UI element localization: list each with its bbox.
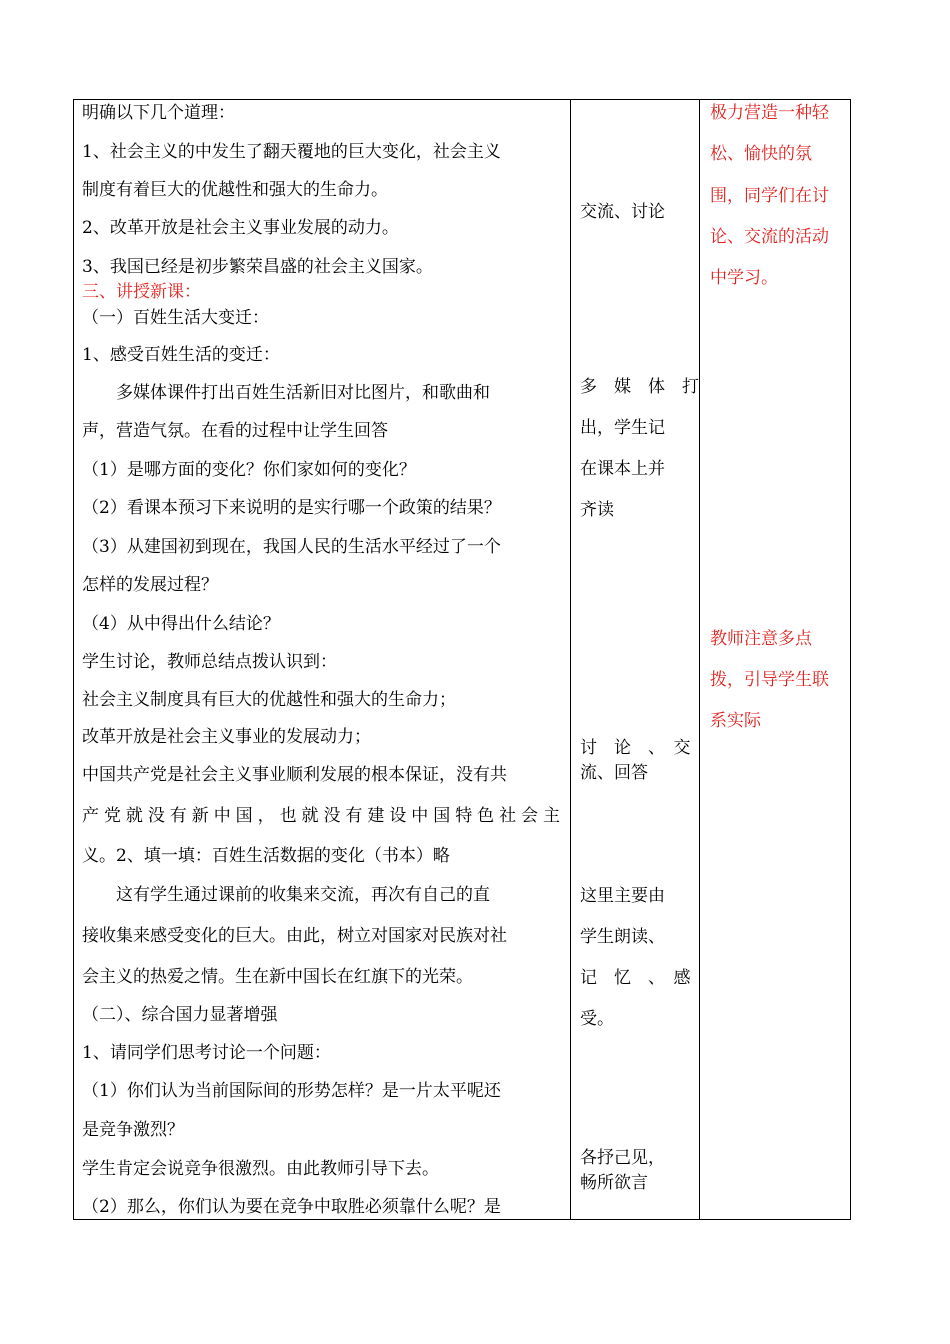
content-line: （2）看课本预习下来说明的是实行哪一个政策的结果？ <box>82 498 501 518</box>
activity-line: 齐读 <box>580 500 614 520</box>
content-line: 义。2、填一填：百姓生活数据的变化（书本）略 <box>82 846 450 866</box>
content-line: 1、请同学们思考讨论一个问题： <box>82 1043 331 1063</box>
section-heading: 三、讲授新课： <box>82 282 201 302</box>
content-line: 学生肯定会说竞争很激烈。由此教师引导下去。 <box>82 1159 439 1179</box>
content-line: 制度有着巨大的优越性和强大的生命力。 <box>82 180 388 200</box>
content-line: 接收集来感受变化的巨大。由此，树立对国家对民族对社 <box>82 926 507 946</box>
activity-line: 交流、讨论 <box>580 202 665 222</box>
content-line: 声，营造气氛。在看的过程中让学生回答 <box>82 421 388 441</box>
activity-line: 学生朗读、 <box>580 927 665 947</box>
note-line: 中学习。 <box>710 268 778 288</box>
activity-line: 受。 <box>580 1009 614 1029</box>
activity-line: 流、回答 <box>580 763 648 783</box>
content-line: 学生讨论，教师总结点拨认识到： <box>82 652 337 672</box>
note-line: 松、愉快的氛 <box>710 144 812 164</box>
content-line: 是竞争激烈？ <box>82 1120 184 1140</box>
content-line: （2）那么，你们认为要在竞争中取胜必须靠什么呢？是 <box>82 1197 501 1217</box>
content-line: 1、感受百姓生活的变迁： <box>82 345 280 365</box>
content-line: （4）从中得出什么结论？ <box>82 614 280 634</box>
content-line: （二）、综合国力显著增强 <box>82 1005 278 1025</box>
content-line: 中国共产党是社会主义事业顺利发展的根本保证，没有共 <box>82 765 507 785</box>
content-line: 改革开放是社会主义事业的发展动力； <box>82 727 371 747</box>
note-line: 教师注意多点 <box>710 629 812 649</box>
activity-line: 讨 论 、 交 <box>580 738 691 758</box>
activity-line: 畅所欲言 <box>580 1173 648 1193</box>
activity-line: 记 忆 、 感 <box>580 968 691 988</box>
activity-line: 在课本上并 <box>580 459 665 479</box>
content-line: 明确以下几个道理： <box>82 103 235 123</box>
content-line: （一）百姓生活大变迁： <box>82 308 269 328</box>
note-line: 拨，引导学生联 <box>710 670 829 690</box>
content-line: 3、我国已经是初步繁荣昌盛的社会主义国家。 <box>82 257 433 277</box>
content-line: 1、社会主义的中发生了翻天覆地的巨大变化，社会主义 <box>82 142 501 162</box>
content-line: 2、改革开放是社会主义事业发展的动力。 <box>82 218 399 238</box>
content-line: 怎样的发展过程？ <box>82 575 218 595</box>
activity-line: 这里主要由 <box>580 886 665 906</box>
activity-line: 多 媒 体 打 <box>580 377 699 397</box>
content-line: 产党就没有新中国，也就没有建设中国特色社会主 <box>82 806 560 826</box>
content-line: 社会主义制度具有巨大的优越性和强大的生命力； <box>82 690 456 710</box>
note-line: 论、交流的活动 <box>710 227 829 247</box>
activity-line: 各抒己见， <box>580 1148 665 1168</box>
column-divider-1 <box>570 99 571 1220</box>
column-divider-2 <box>699 99 700 1220</box>
content-line: （1）你们认为当前国际间的形势怎样？是一片太平呢还 <box>82 1081 501 1101</box>
content-line: 这有学生通过课前的收集来交流，再次有自己的直 <box>82 885 490 905</box>
note-line: 极力营造一种轻 <box>710 103 829 123</box>
activity-line: 出，学生记 <box>580 418 665 438</box>
content-line: 会主义的热爱之情。生在新中国长在红旗下的光荣。 <box>82 967 473 987</box>
content-line: （1）是哪方面的变化？你们家如何的变化？ <box>82 460 416 480</box>
content-line: （3）从建国初到现在，我国人民的生活水平经过了一个 <box>82 537 501 557</box>
content-line: 多媒体课件打出百姓生活新旧对比图片，和歌曲和 <box>82 383 490 403</box>
note-line: 系实际 <box>710 711 761 731</box>
note-line: 围，同学们在讨 <box>710 186 829 206</box>
